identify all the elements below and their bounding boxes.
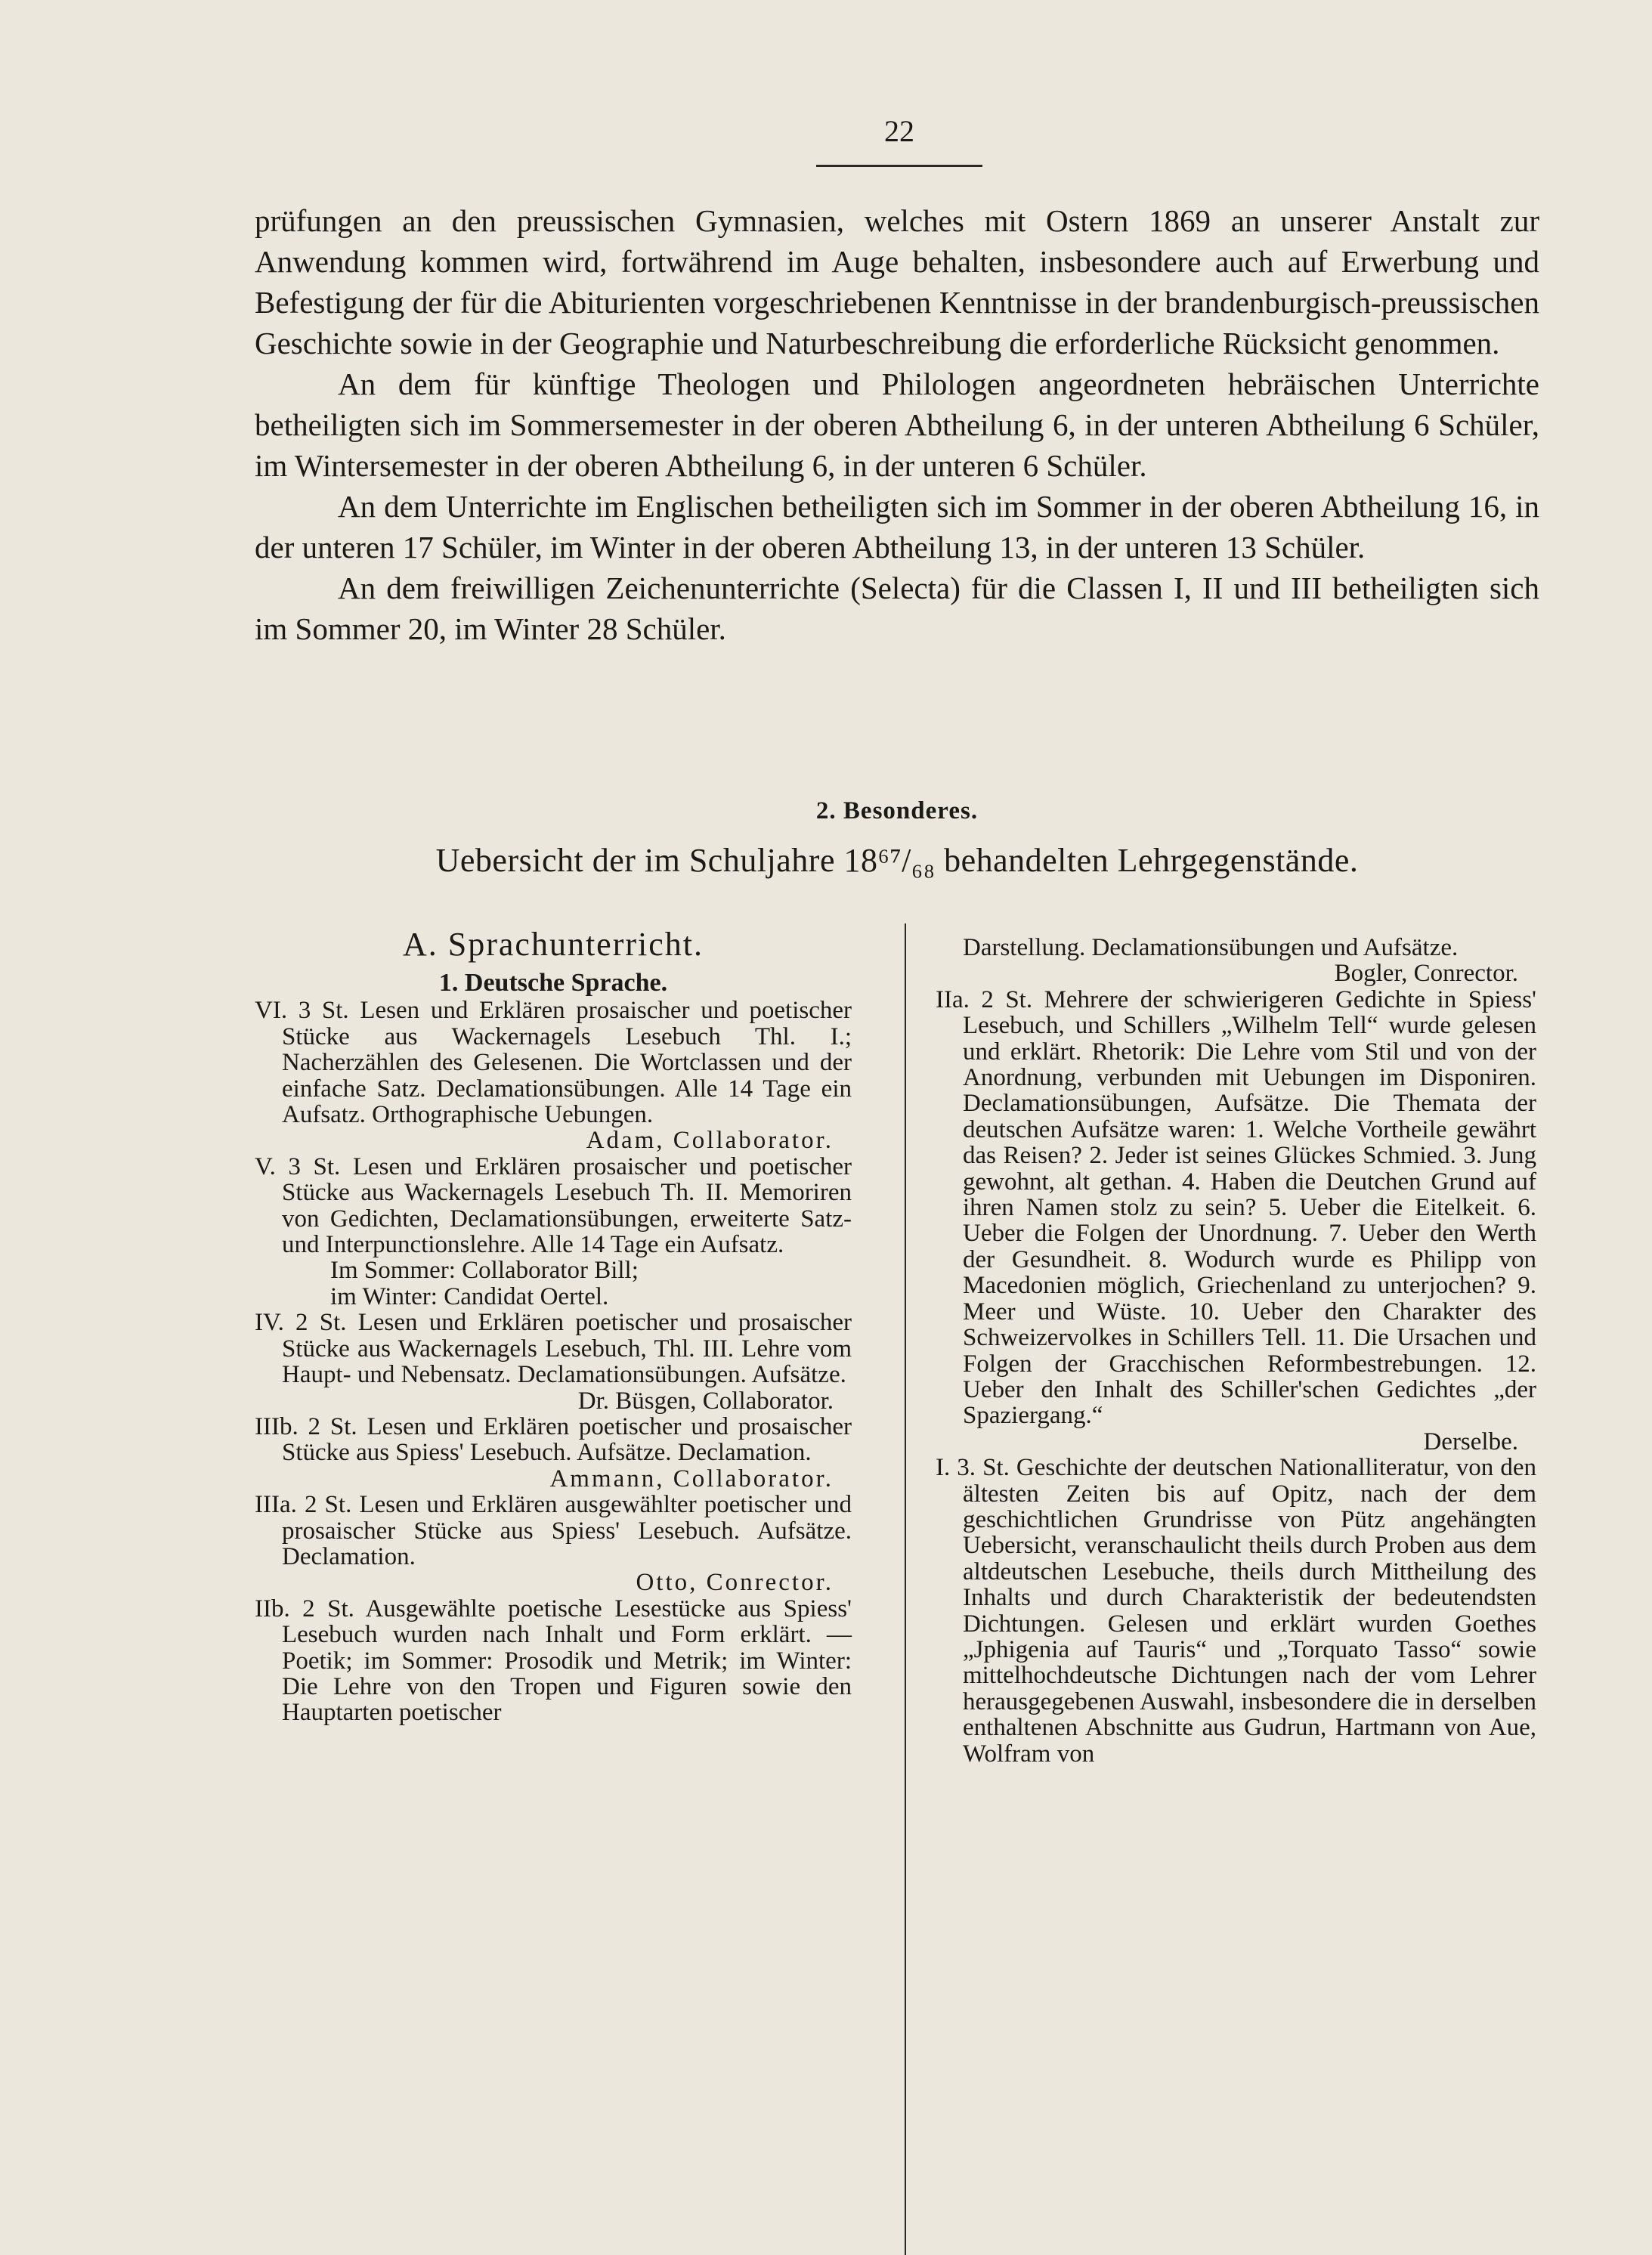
intro-paragraph: An dem freiwilligen Zeichenunterrichte (Selecta) für die Classen I, II und III betheiligten sich im Sommer 20, im Winter 28 Schüler. xyxy=(255,571,1539,646)
right-column xyxy=(936,935,1536,1767)
teacher-signature: Im Sommer: Collaborator Bill; xyxy=(330,1257,639,1285)
teacher-signature: Dr. Büsgen, Collaborator. xyxy=(577,1387,834,1415)
class-entry-i: I. 3. St. Geschichte der deutschen Nationalliteratur, von den ältesten Zeiten bis auf Opitz, nach der dem geschichtlichen Grundrisse von Pütz angehängten Uebersicht, veranschaulicht theils durch Proben aus dem altdeutschen Lesebuche, theils durch Mittheilung des Inhalts und durch Charakteristik der bedeutendsten Dichtungen. Gelesen und erklärt wurden Goethes „Jphigenia auf Tauris“ und „Torquato Tasso“ sowie mittelhochdeutsche Dichtungen nach der vom Lehrer herausgegebenen Auswahl, insbesondere die in derselben enthaltenen Abschnitte aus Gudrun, Hartmann von Aue, Wolfram von xyxy=(936,1454,1536,1768)
class-entry-iib-continued: Darstellung. Declamationsübungen und Aufsätze. xyxy=(963,934,1459,961)
left-column xyxy=(255,922,852,1726)
intro-text xyxy=(255,200,1539,649)
class-entry-iiib: IIIb. 2 St. Lesen und Erklären poetischer und prosaischer Stücke aus Spiess' Lesebuch. Aufsätze. Declamation. xyxy=(255,1412,852,1467)
class-entry-iia: IIa. 2 St. Mehrere der schwierigeren Gedichte in Spiess' Lesebuch, und Schillers „Wilhelm Tell“ wurde gelesen und erklärt. Rhetorik: Die Lehre vom Stil und von der Anordnung, verbunden mit Uebungen im Disponiren. Declamationsübungen, Aufsätze. Die Themata der deutschen Aufsätze waren: 1. Welche Vortheile gewährt das Reisen? 2. Jeder ist seines Glückes Schmied. 3. Jung gewohnt, alt gethan. 4. Haben die Deutchen Grund auf ihren Namen stolz zu sein? 5. Ueber die Eitelkeit. 6. Ueber die Folgen der Unordnung. 7. Ueber den Werth der Gesundheit. 8. Wodurch wurde es Philipp von Macedonien möglich, Griechenland zu unterjochen? 9. Meer und Wüste. 10. Ueber den Charakter des Schweizervolkes in Schillers Tell. 11. Die Ursachen und Folgen der Gracchischen Reformbestrebungen. 12. Ueber den Inhalt des Schiller'schen Gedichtes „der Spaziergang.“ xyxy=(936,985,1536,1430)
teacher-signature: Adam, Collaborator. xyxy=(586,1127,834,1155)
teacher-signature: im Winter: Candidat Oertel. xyxy=(330,1282,609,1310)
page-number: 22 xyxy=(884,114,914,148)
column-divider xyxy=(905,923,906,2255)
class-entry-iv: IV. 2 St. Lesen und Erklären poetischer und prosaischer Stücke aus Wackernagels Lesebuch, Thl. III. Lehre vom Haupt- und Nebensatz. Declamationsübungen. Aufsätze. xyxy=(255,1309,852,1389)
class-entry-iib: IIb. 2 St. Ausgewählte poetische Lesestücke aus Spiess' Lesebuch wurden nach Inhalt und Form erklärt. — Poetik; im Sommer: Prosodik und Metrik; im Winter: Die Lehre von den Tropen und Figuren sowie den Hauptarten poetischer xyxy=(255,1595,852,1727)
page-number-rule xyxy=(816,165,982,167)
class-entry-iiia: IIIa. 2 St. Lesen und Erklären ausgewählter poetischer und prosaischer Stücke aus Spiess' Lesebuch. Aufsätze. Declamation. xyxy=(255,1491,852,1570)
column-subheading: 1. Deutsche Sprache. xyxy=(438,969,668,997)
intro-paragraph: An dem Unterrichte im Englischen betheiligten sich im Sommer in der oberen Abtheilung 16, in der unteren 17 Schüler, im Winter in der oberen Abtheilung 13, in der unteren 13 Schüler. xyxy=(255,489,1539,565)
class-entry-v: V. 3 St. Lesen und Erklären prosaischer und poetischer Stücke aus Wackernagels Lesebuch Th. II. Memoriren von Gedichten, Declamationsübungen, erweiterte Satz- und Interpunctionslehre. Alle 14 Tage ein Aufsatz. xyxy=(255,1152,852,1259)
section-heading: 2. Besonderes. xyxy=(815,797,979,824)
teacher-signature: Derselbe. xyxy=(1423,1428,1518,1455)
teacher-signature: Bogler, Conrector. xyxy=(1334,960,1518,988)
intro-paragraph: An dem für künftige Theologen und Philologen angeordneten hebräischen Unterrichte betheiligten sich im Sommersemester in der oberen Abtheilung 6, in der unteren Abtheilung 6 Schüler, im Wintersemester in der oberen Abtheilung 6, in der unteren 6 Schüler. xyxy=(255,367,1539,483)
teacher-signature: Otto, Conrector. xyxy=(636,1569,834,1597)
teacher-signature: Ammann, Collaborator. xyxy=(549,1465,834,1493)
column-heading: A. Sprachunterricht. xyxy=(403,926,704,963)
section-title: Uebersicht der im Schuljahre 18⁶⁷/₆₈ behandelten Lehrgegenstände. xyxy=(435,842,1359,879)
class-entry-vi: VI. 3 St. Lesen und Erklären prosaischer und poetischer Stücke aus Wackernagels Lesebuch Thl. I.; Nacherzählen des Gelesenen. Die Wortclassen und der einfache Satz. Declamationsübungen. Alle 14 Tage ein Aufsatz. Orthographische Uebungen. xyxy=(255,997,852,1129)
intro-paragraph: prüfungen an den preussischen Gymnasien, welches mit Ostern 1869 an unserer Anstalt zur Anwendung kommen wird, fortwährend im Auge behalten, insbesondere auch auf Erwerbung und Befestigung der für die Abiturienten vorgeschriebenen Kenntnisse in der brandenburgisch-preussischen Geschichte sowie in der Geographie und Naturbeschreibung die erforderliche Rücksicht genommen. xyxy=(255,203,1539,360)
